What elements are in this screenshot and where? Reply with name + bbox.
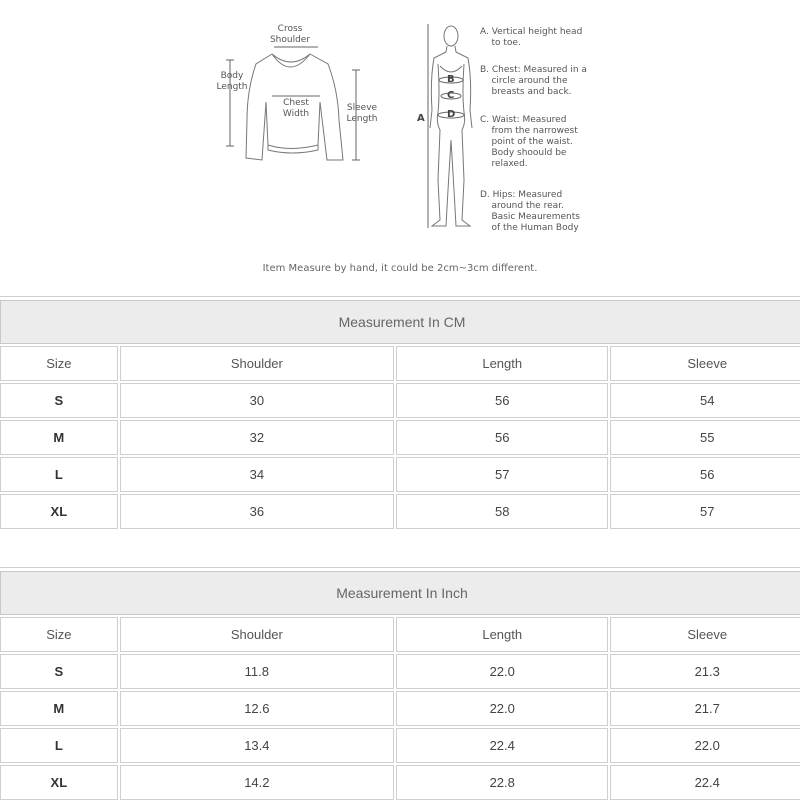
sleeve-cell: 56	[610, 457, 800, 492]
length-cell: 22.4	[396, 728, 608, 763]
body-letter-c: C	[447, 90, 455, 101]
body-outline	[430, 26, 472, 226]
chest-width-label: Chest Width	[282, 98, 310, 119]
inch-header-size: Size	[0, 617, 118, 652]
length-cell: 22.0	[396, 654, 608, 689]
sleeve-cell: 57	[610, 494, 800, 529]
cm-table-caption: Measurement In CM	[0, 300, 800, 344]
sleeve-cell: 22.0	[610, 728, 800, 763]
shoulder-cell: 32	[120, 420, 394, 455]
divider	[0, 567, 800, 568]
table-row	[0, 494, 800, 529]
body-letter-d: D	[447, 109, 456, 120]
shoulder-cell: 34	[120, 457, 394, 492]
cm-header-length: Length	[396, 346, 608, 381]
shoulder-cell: 36	[120, 494, 394, 529]
note-a: A. Vertical height head to toe.	[480, 27, 583, 48]
table-row	[0, 457, 800, 492]
inch-header-sleeve: Sleeve	[610, 617, 800, 652]
table-row	[0, 654, 800, 689]
shoulder-cell: 30	[120, 383, 394, 418]
inch-size-table	[0, 569, 800, 802]
cm-header-size: Size	[0, 346, 118, 381]
shoulder-cell: 13.4	[120, 728, 394, 763]
length-cell: 57	[396, 457, 608, 492]
measure-disclaimer: Item Measure by hand, it could be 2cm~3cm different.	[262, 263, 538, 274]
sleeve-cell: 22.4	[610, 765, 800, 800]
sleeve-cell: 55	[610, 420, 800, 455]
note-c: C. Waist: Measured from the narrowest point of the waist. Body shoould be relaxed.	[480, 115, 578, 169]
length-cell: 58	[396, 494, 608, 529]
cross-shoulder-label: Cross Shoulder	[269, 24, 311, 45]
length-cell: 22.0	[396, 691, 608, 726]
sleeve-cell: 21.3	[610, 654, 800, 689]
sleeve-cell: 54	[610, 383, 800, 418]
divider	[0, 296, 800, 297]
sleeve-cell: 21.7	[610, 691, 800, 726]
size-cell: S	[0, 383, 118, 418]
measurement-illustration	[0, 0, 800, 290]
shoulder-cell: 12.6	[120, 691, 394, 726]
shoulder-cell: 11.8	[120, 654, 394, 689]
measurement-diagram	[0, 0, 800, 290]
body-measure-lines	[428, 24, 464, 228]
size-cell: S	[0, 654, 118, 689]
table-row	[0, 765, 800, 800]
inch-table-caption: Measurement In Inch	[0, 571, 800, 615]
sleeve-length-label: Sleeve Length	[346, 103, 378, 124]
body-letter-b: B	[447, 74, 455, 85]
size-cell: XL	[0, 494, 118, 529]
cm-header-shoulder: Shoulder	[120, 346, 394, 381]
length-cell: 22.8	[396, 765, 608, 800]
cm-size-table	[0, 298, 800, 531]
body-letter-a: A	[417, 113, 425, 124]
size-cell: XL	[0, 765, 118, 800]
table-row	[0, 383, 800, 418]
note-b: B. Chest: Measured in a circle around the breasts and back.	[480, 65, 587, 97]
length-cell: 56	[396, 383, 608, 418]
body-length-label: Body Length	[216, 71, 248, 92]
shoulder-cell: 14.2	[120, 765, 394, 800]
note-d: D. Hips: Measured around the rear. Basic Meaurements of the Human Body	[480, 190, 580, 233]
inch-header-length: Length	[396, 617, 608, 652]
size-cell: M	[0, 420, 118, 455]
size-cell: L	[0, 457, 118, 492]
table-row	[0, 691, 800, 726]
cm-header-sleeve: Sleeve	[610, 346, 800, 381]
table-row	[0, 728, 800, 763]
length-cell: 56	[396, 420, 608, 455]
size-cell: L	[0, 728, 118, 763]
inch-header-shoulder: Shoulder	[120, 617, 394, 652]
table-row	[0, 420, 800, 455]
size-cell: M	[0, 691, 118, 726]
